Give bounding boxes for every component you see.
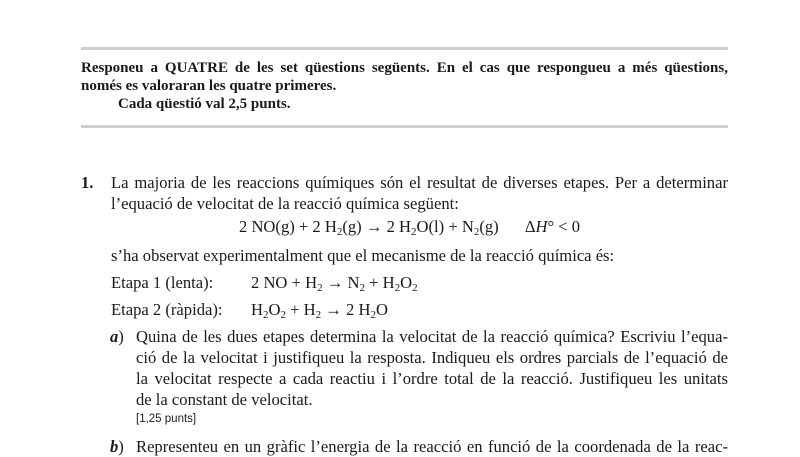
question-number: 1. bbox=[81, 173, 94, 192]
eq-part: H bbox=[251, 300, 263, 319]
subscript: 2 bbox=[370, 309, 376, 321]
reaction-part: (g) → 2 H bbox=[342, 217, 412, 236]
delta-symbol: Δ bbox=[524, 217, 536, 236]
part-paren: ) bbox=[118, 327, 124, 346]
subscript: 2 bbox=[394, 282, 401, 294]
question-intro-line-2: l’equació de velocitat de la reacció química següent: bbox=[111, 194, 459, 213]
part-a-line-1: Quina de les dues etapes determina la velocitat de la reacció química? Escriviu l’equa- bbox=[136, 327, 728, 346]
enthalpy-condition bbox=[525, 217, 580, 236]
subscript: 2 bbox=[336, 226, 343, 238]
top-rule bbox=[81, 47, 728, 50]
eq-part: O bbox=[268, 300, 281, 319]
subscript: 2 bbox=[411, 226, 417, 238]
eq-part: + H bbox=[285, 300, 316, 319]
main-reaction-equation bbox=[239, 217, 580, 237]
step-1-label: Etapa 1 (lenta): bbox=[111, 273, 214, 292]
part-b-line-1: Representeu en un gràfic l’energia de la reacció en funció de la coordenada de la reac- bbox=[136, 437, 728, 456]
reaction-part: (g) bbox=[479, 217, 499, 236]
part-letter: a bbox=[110, 327, 119, 346]
part-a-line-2: ció de la velocitat i justifiqueu la resposta. Indiqueu els ordres parcials de l’equació de bbox=[136, 348, 728, 367]
question-intro-line-1: La majoria de les reaccions químiques són el resultat de diverses etapes. Per a determinar bbox=[111, 173, 728, 192]
subscript: 2 bbox=[317, 282, 323, 294]
part-a-points: [1,25 punts] bbox=[136, 413, 197, 425]
subscript: 2 bbox=[412, 282, 418, 294]
eq-part: O bbox=[400, 273, 413, 292]
mechanism-intro: s’ha observat experimentalment que el mecanisme de la reacció química és: bbox=[111, 246, 615, 265]
part-b-label bbox=[110, 437, 124, 457]
eq-part: O bbox=[375, 300, 388, 319]
step-2-label: Etapa 2 (ràpida): bbox=[111, 300, 223, 319]
subscript: 2 bbox=[315, 309, 322, 321]
bottom-rule bbox=[81, 125, 728, 128]
subscript: 2 bbox=[359, 282, 365, 294]
step-2-equation bbox=[251, 300, 388, 320]
reaction-part: O(l) + N bbox=[416, 217, 474, 236]
eq-part: → 2 H bbox=[321, 300, 371, 319]
instructions-line-2: només es valoraran les quatre primeres. bbox=[81, 78, 337, 94]
instructions-line-1: Responeu a QUATRE de les set qüestions següents. En el cas que respongueu a més qüestions, bbox=[81, 60, 728, 76]
reaction-part: 2 NO(g) + 2 H bbox=[239, 217, 337, 236]
step-1-equation bbox=[251, 273, 418, 293]
eq-part: → N bbox=[322, 273, 360, 292]
part-a-line-3: la velocitat respecte a cada reactiu i l’ordre total de la reacció. Justifiqueu les unitats bbox=[136, 369, 728, 388]
subscript: 2 bbox=[473, 226, 480, 238]
eq-part: 2 NO + H bbox=[251, 273, 318, 292]
part-paren: ) bbox=[118, 437, 124, 456]
part-a-label bbox=[110, 327, 124, 347]
part-a-line-4: de la constant de velocitat. bbox=[136, 390, 313, 409]
part-letter: b bbox=[110, 437, 119, 456]
subscript: 2 bbox=[280, 309, 286, 321]
enthalpy-value: ° < 0 bbox=[547, 217, 581, 236]
eq-part: + H bbox=[364, 273, 395, 292]
instructions-line-3: Cada qüestió val 2,5 punts. bbox=[118, 96, 291, 112]
enthalpy-symbol: H bbox=[535, 217, 548, 236]
subscript: 2 bbox=[262, 309, 269, 321]
